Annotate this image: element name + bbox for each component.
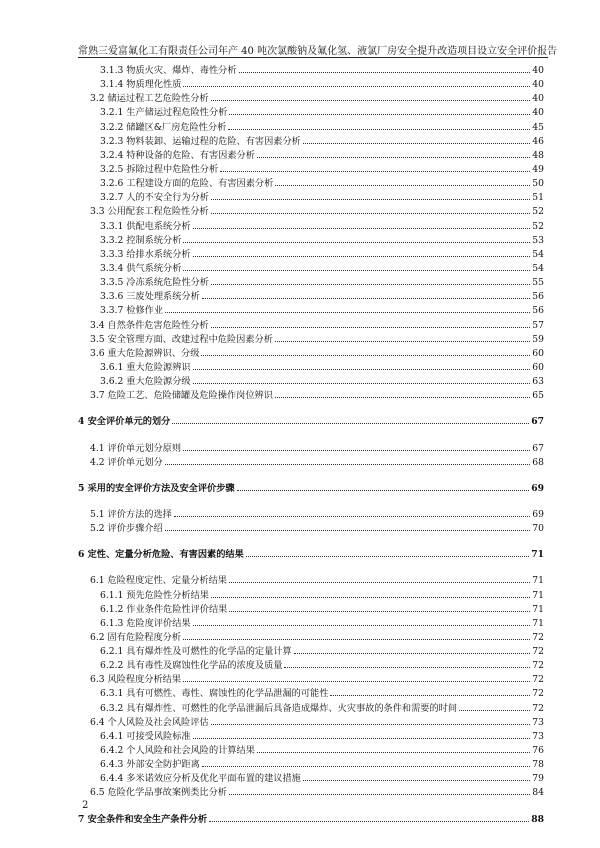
toc-entry-page: 71 xyxy=(532,617,544,629)
toc-entry[interactable] xyxy=(78,346,544,360)
toc-spacer xyxy=(78,495,544,507)
toc-entry[interactable] xyxy=(78,616,544,630)
toc-entry-title: 3.3.1 供配电系统分析 xyxy=(100,220,191,232)
toc-entry-page: 53 xyxy=(532,234,544,246)
toc-dot-leader xyxy=(165,303,530,313)
toc-entry-page: 56 xyxy=(532,305,544,317)
toc-entry-title: 3.3.3 给排水系统分析 xyxy=(100,248,191,260)
toc-entry-title: 4.1 评价单元划分原则 xyxy=(90,442,182,454)
toc-dot-leader xyxy=(211,204,531,214)
toc-entry-title: 3.1.3 物质火灾、爆炸、毒性分析 xyxy=(100,65,237,76)
toc-entry-title: 5 采用的安全评价方法及安全评价步骤 xyxy=(78,482,235,494)
toc-entry[interactable] xyxy=(78,602,544,616)
toc-entry[interactable] xyxy=(78,715,544,729)
toc-entry-page: 69 xyxy=(532,508,544,520)
toc-dot-leader xyxy=(202,757,530,767)
toc-dot-leader xyxy=(303,771,530,781)
toc-dot-leader xyxy=(257,743,530,753)
toc-entry-title: 3.7 危险工艺、危险储罐及危险操作岗位辨识 xyxy=(90,390,273,402)
toc-entry[interactable] xyxy=(78,303,544,317)
toc-entry-title: 6 定性、定量分析危险、有害因素的结果 xyxy=(78,549,244,561)
toc-dot-leader xyxy=(284,658,530,668)
header-divider xyxy=(78,57,548,58)
toc-dot-leader xyxy=(211,588,530,598)
toc-dot-leader xyxy=(257,148,530,158)
toc-spacer xyxy=(78,561,544,573)
toc-entry-page: 57 xyxy=(532,319,544,331)
toc-entry-title: 6.4.4 多米诺效应分析及优化平面布置的建议措施 xyxy=(100,773,301,785)
toc-spacer xyxy=(78,800,544,812)
toc-entry-title: 6.1 危险程度定性、定量分析结果 xyxy=(90,575,227,587)
toc-dot-leader xyxy=(229,602,530,612)
toc-dot-leader xyxy=(165,455,531,465)
toc-entry[interactable] xyxy=(78,743,544,757)
toc-entry-title: 6.1.1 预先危险性分析结果 xyxy=(100,589,209,601)
toc-dot-leader xyxy=(165,521,531,531)
toc-entry[interactable] xyxy=(78,77,544,91)
toc-entry-title: 6.1.3 危险度评价结果 xyxy=(100,617,191,629)
toc-entry[interactable] xyxy=(78,521,544,535)
toc-dot-leader xyxy=(229,785,530,795)
toc-entry-title: 6.3.1 具有可燃性、毒性、腐蚀性的化学品泄漏的可能性 xyxy=(100,688,329,700)
toc-entry-title: 3.2.3 物料装卸、运输过程的危险、有害因素分析 xyxy=(100,135,301,147)
toc-entry-page: 60 xyxy=(532,361,544,373)
toc-entry-title: 3.2 储运过程工艺危险性分析 xyxy=(90,93,209,105)
running-header: 常熟三爱富氟化工有限责任公司年产 40 吨次氯酸钠及氟化氢、液氯厂房安全提升改造项目设立安全评价报告 xyxy=(78,46,558,57)
toc-entry-title: 3.6.1 重大危险源辨识 xyxy=(100,361,191,373)
toc-dot-leader xyxy=(193,374,531,384)
toc-dot-leader xyxy=(174,507,530,517)
toc-entry-page: 69 xyxy=(531,482,544,494)
toc-entry-page: 71 xyxy=(531,549,544,561)
toc-dot-leader xyxy=(183,441,530,451)
toc-dot-leader xyxy=(330,686,530,696)
toc-dot-leader xyxy=(183,261,530,271)
toc-entry[interactable] xyxy=(78,812,544,826)
toc-entry[interactable] xyxy=(78,481,544,495)
toc-entry[interactable] xyxy=(78,247,544,261)
toc-entry-page: 84 xyxy=(532,787,544,799)
toc-dot-leader xyxy=(193,616,531,626)
toc-entry-title: 6.4.1 可接受风险标准 xyxy=(100,730,191,742)
toc-entry-page: 40 xyxy=(532,107,544,119)
toc-entry-page: 46 xyxy=(532,135,544,147)
toc-entry[interactable] xyxy=(78,134,544,148)
toc-entry-page: 40 xyxy=(532,65,544,76)
toc-entry-page: 65 xyxy=(532,390,544,402)
toc-entry-title: 7 安全条件和安全生产条件分析 xyxy=(78,813,208,825)
toc-entry-title: 6.2 固有危险程度分析 xyxy=(90,631,182,643)
toc-entry[interactable] xyxy=(78,785,544,799)
toc-entry-title: 3.1.4 物质理化性质 xyxy=(100,79,182,91)
toc-entry[interactable] xyxy=(78,148,544,162)
toc-entry[interactable] xyxy=(78,658,544,672)
toc-entry-page: 40 xyxy=(532,93,544,105)
toc-dot-leader xyxy=(229,573,530,583)
toc-dot-leader xyxy=(211,715,531,725)
toc-entry-title: 6.2.1 具有爆炸性及可燃性的化学品的定量计算 xyxy=(100,646,292,658)
toc-entry-page: 52 xyxy=(532,220,544,232)
toc-entry-page: 48 xyxy=(532,149,544,161)
toc-dot-leader xyxy=(193,360,531,370)
toc-spacer xyxy=(78,429,544,441)
toc-entry-page: 45 xyxy=(532,121,544,133)
toc-entry-page: 68 xyxy=(532,456,544,468)
toc-entry[interactable] xyxy=(78,204,544,218)
toc-entry-title: 3.6 重大危险源辨识、分级 xyxy=(90,347,200,359)
toc-dot-leader xyxy=(229,105,530,115)
toc-entry-page: 51 xyxy=(532,192,544,204)
toc-dot-leader xyxy=(275,332,530,342)
toc-entry-title: 3.2.4 特种设备的危险、有害因素分析 xyxy=(100,149,255,161)
toc-entry-page: 67 xyxy=(531,416,544,428)
toc-dot-leader xyxy=(193,729,531,739)
toc-entry-page: 72 xyxy=(532,674,544,686)
toc-entry-title: 3.4 自然条件危害危险性分析 xyxy=(90,319,209,331)
toc-entry[interactable] xyxy=(78,176,544,190)
toc-entry[interactable] xyxy=(78,219,544,233)
toc-dot-leader xyxy=(209,812,529,822)
toc-entry-page: 79 xyxy=(532,773,544,785)
toc-entry[interactable] xyxy=(78,332,544,346)
toc-entry-title: 3.2.5 拆除过程中危险性分析 xyxy=(100,163,219,175)
toc-dot-leader xyxy=(193,247,531,257)
toc-dot-leader xyxy=(211,91,531,101)
toc-entry[interactable] xyxy=(78,441,544,455)
toc-dot-leader xyxy=(183,672,530,682)
toc-dot-leader xyxy=(211,190,530,200)
toc-entry-title: 3.5 安全管理方面、改建过程中危险因素分析 xyxy=(90,333,273,345)
toc-entry[interactable] xyxy=(78,729,544,743)
toc-entry[interactable] xyxy=(78,388,544,402)
toc-entry-page: 76 xyxy=(532,745,544,757)
toc-entry[interactable] xyxy=(78,374,544,388)
toc-entry-title: 6.4.3 外部安全防护距离 xyxy=(100,759,200,771)
toc-entry-page: 56 xyxy=(532,291,544,303)
toc-entry[interactable] xyxy=(78,289,544,303)
toc-dot-leader xyxy=(172,414,529,424)
toc-spacer xyxy=(78,402,544,414)
toc-entry-title: 6.5 危险化学品事故案例类比分析 xyxy=(90,787,227,799)
toc-dot-leader xyxy=(183,77,530,87)
toc-entry-title: 3.2.7 人的不安全行为分析 xyxy=(100,192,209,204)
toc-entry[interactable] xyxy=(78,91,544,105)
toc-entry-title: 5.1 评价方法的选择 xyxy=(90,508,172,520)
toc-entry-page: 70 xyxy=(532,523,544,535)
toc-entry[interactable] xyxy=(78,644,544,658)
toc-entry-page: 72 xyxy=(532,631,544,643)
toc-entry-title: 3.6.2 重大危险源分级 xyxy=(100,376,191,388)
toc-entry-page: 72 xyxy=(532,660,544,672)
toc-entry[interactable] xyxy=(78,573,544,587)
toc-dot-leader xyxy=(459,701,530,711)
toc-spacer xyxy=(78,535,544,547)
toc-entry-title: 4 安全评价单元的划分 xyxy=(78,416,171,428)
toc-entry-title: 3.2.2 储罐区&厂房危险性分析 xyxy=(100,121,227,133)
toc-entry[interactable] xyxy=(78,318,544,332)
toc-entry[interactable] xyxy=(78,701,544,715)
toc-entry-page: 63 xyxy=(532,376,544,388)
toc-entry-title: 3.2.6 工程建设方面的危险、有害因素分析 xyxy=(100,178,274,190)
toc-entry-page: 54 xyxy=(532,262,544,274)
toc-entry-title: 3.3.6 三废处理系统分析 xyxy=(100,291,200,303)
toc-entry[interactable] xyxy=(78,105,544,119)
toc-dot-leader xyxy=(246,547,529,557)
toc-entry[interactable] xyxy=(78,672,544,686)
toc-entry-page: 67 xyxy=(532,442,544,454)
toc-entry[interactable] xyxy=(78,547,544,561)
toc-entry-page: 60 xyxy=(532,347,544,359)
toc-entry-title: 3.3.4 供气系统分析 xyxy=(100,262,182,274)
toc-entry[interactable] xyxy=(78,630,544,644)
toc-dot-leader xyxy=(201,346,530,356)
toc-entry-title: 3.3.7 检修作业 xyxy=(100,305,164,317)
toc-dot-leader xyxy=(183,630,530,640)
toc-dot-leader xyxy=(303,134,530,144)
toc-dot-leader xyxy=(237,481,530,491)
toc-dot-leader xyxy=(228,120,530,130)
toc-dot-leader xyxy=(183,233,530,243)
toc-entry-page: 49 xyxy=(532,163,544,175)
toc-entry[interactable] xyxy=(78,120,544,134)
toc-entry[interactable] xyxy=(78,771,544,785)
toc-spacer xyxy=(78,469,544,481)
toc-entry[interactable] xyxy=(78,275,544,289)
toc-dot-leader xyxy=(202,289,530,299)
toc-entry-page: 71 xyxy=(532,589,544,601)
toc-entry-title: 3.2.1 生产储运过程危险性分析 xyxy=(100,107,228,119)
toc-entry-page: 55 xyxy=(532,277,544,289)
toc-dot-leader xyxy=(239,63,531,73)
toc-entry-title: 6.1.2 作业条件危险性评价结果 xyxy=(100,603,228,615)
toc-entry[interactable] xyxy=(78,360,544,374)
toc-entry-page: 71 xyxy=(532,575,544,587)
toc-entry[interactable] xyxy=(78,162,544,176)
toc-entry-title: 6.3.2 具有爆炸性、可燃性的化学品泄漏后具备造成爆炸、火灾事故的条件和需要的时间 xyxy=(100,702,458,714)
page-number: 2 xyxy=(82,800,89,811)
toc-entry-title: 4.2 评价单元划分 xyxy=(90,456,163,468)
toc-dot-leader xyxy=(193,219,531,229)
toc-entry-page: 78 xyxy=(532,759,544,771)
toc-dot-leader xyxy=(220,162,530,172)
toc-entry-page: 40 xyxy=(532,79,544,91)
toc-entry-title: 6.3 风险程度分析结果 xyxy=(90,674,182,686)
toc-entry[interactable] xyxy=(78,588,544,602)
table-of-contents xyxy=(78,63,544,826)
toc-entry[interactable] xyxy=(78,63,544,77)
toc-entry-page: 72 xyxy=(532,688,544,700)
toc-dot-leader xyxy=(275,176,530,186)
toc-entry[interactable] xyxy=(78,455,544,469)
toc-entry-title: 6.4 个人风险及社会风险评估 xyxy=(90,716,209,728)
toc-entry-page: 72 xyxy=(532,646,544,658)
toc-entry[interactable] xyxy=(78,757,544,771)
toc-entry-page: 88 xyxy=(531,813,544,825)
toc-entry-title: 3.3.5 冷冻系统危险性分析 xyxy=(100,277,209,289)
toc-entry-page: 52 xyxy=(532,206,544,218)
toc-entry-title: 6.4.2 个人风险和社会风险的计算结果 xyxy=(100,745,255,757)
toc-dot-leader xyxy=(275,388,530,398)
toc-entry[interactable] xyxy=(78,190,544,204)
toc-entry[interactable] xyxy=(78,686,544,700)
toc-entry-page: 54 xyxy=(532,248,544,260)
toc-dot-leader xyxy=(211,318,531,328)
toc-entry-page: 71 xyxy=(532,603,544,615)
toc-entry-title: 3.3.2 控制系统分析 xyxy=(100,234,182,246)
toc-entry[interactable] xyxy=(78,233,544,247)
toc-entry-title: 3.3 公用配套工程危险性分析 xyxy=(90,206,209,218)
toc-entry-page: 50 xyxy=(532,178,544,190)
toc-dot-leader xyxy=(294,644,531,654)
toc-entry[interactable] xyxy=(78,414,544,428)
toc-dot-leader xyxy=(211,275,530,285)
toc-entry[interactable] xyxy=(78,261,544,275)
toc-entry[interactable] xyxy=(78,507,544,521)
toc-entry-page: 72 xyxy=(532,702,544,714)
toc-entry-title: 6.2.2 具有毒性及腐蚀性化学品的浓度及质量 xyxy=(100,660,283,672)
toc-entry-page: 73 xyxy=(532,730,544,742)
toc-entry-page: 59 xyxy=(532,333,544,345)
toc-entry-page: 73 xyxy=(532,716,544,728)
toc-entry-title: 5.2 评价步骤介绍 xyxy=(90,523,163,535)
